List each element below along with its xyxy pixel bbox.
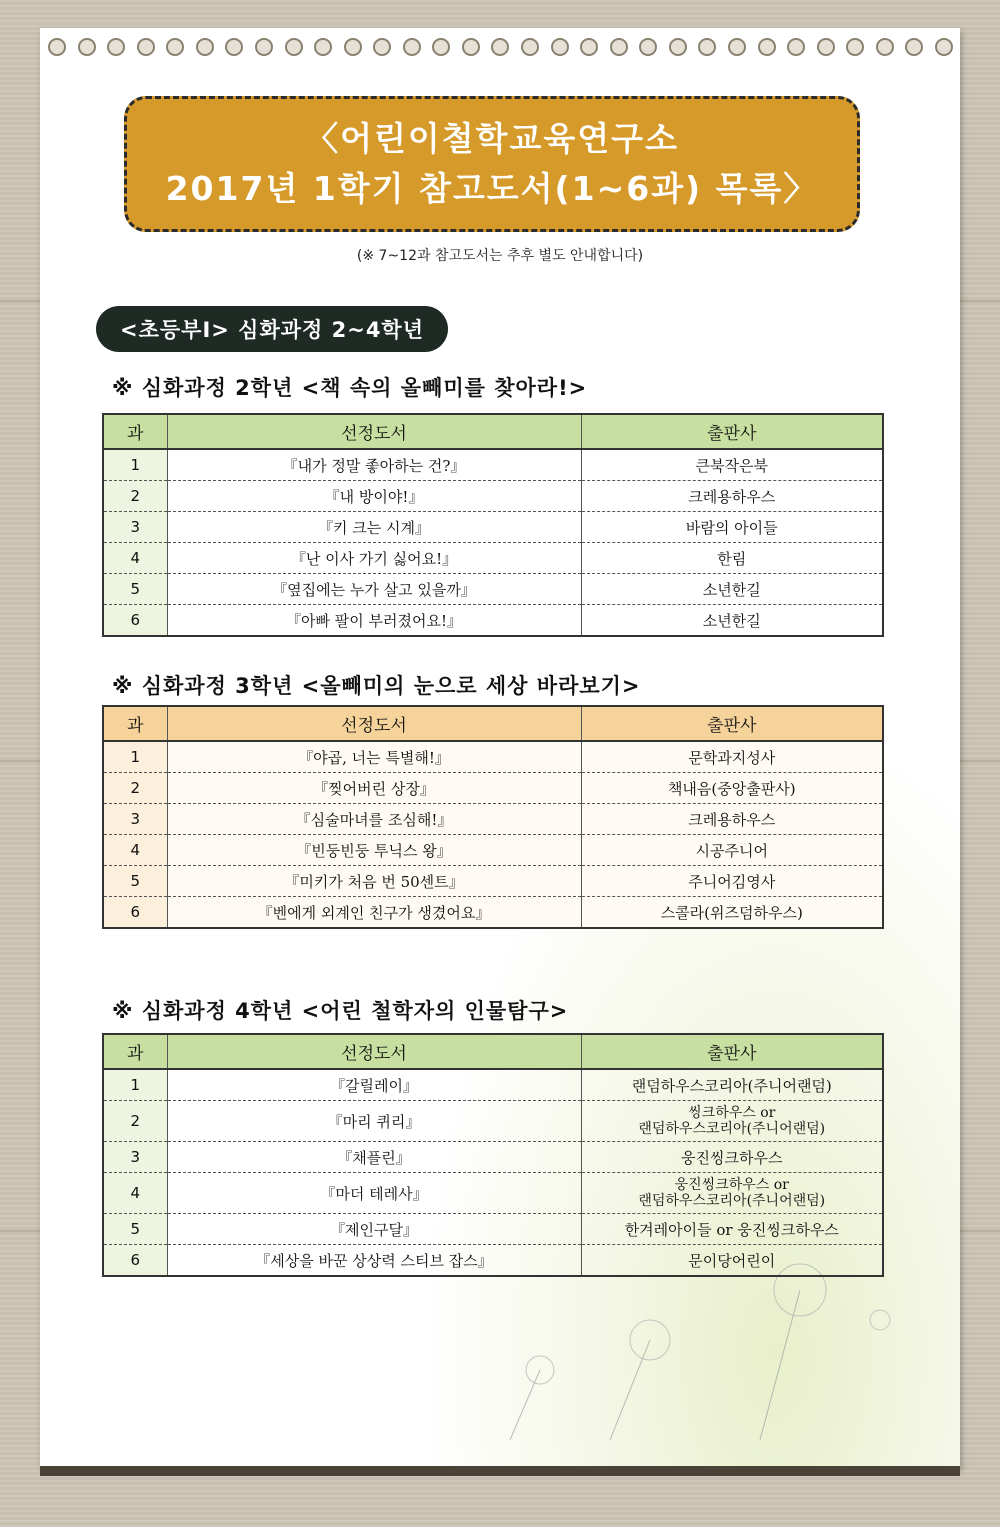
- publisher: 스콜라(위즈덤하우스): [581, 897, 883, 929]
- spiral-hole: [314, 38, 332, 56]
- table-row: [103, 1245, 883, 1277]
- lesson-number: 6: [103, 897, 167, 929]
- publisher-line-1: 웅진씽크하우스 or: [674, 1177, 789, 1193]
- lesson-number: 2: [103, 481, 167, 512]
- title-line-1: 〈어린이철학교육연구소: [305, 119, 679, 158]
- spiral-hole: [905, 38, 923, 56]
- table-row: [103, 481, 883, 512]
- lesson-number: 2: [103, 1101, 167, 1142]
- spiral-hole: [225, 38, 243, 56]
- lesson-number: 4: [103, 543, 167, 574]
- spiral-hole: [551, 38, 569, 56]
- spiral-hole: [491, 38, 509, 56]
- lesson-number: 4: [103, 835, 167, 866]
- publisher: 한림: [581, 543, 883, 574]
- publisher: 큰북작은북: [581, 449, 883, 481]
- book-title: 『마더 테레사』: [167, 1173, 581, 1214]
- spiral-hole: [817, 38, 835, 56]
- spiral-hole: [285, 38, 303, 56]
- grade3-heading: ※ 심화과정 3학년 <올빼미의 눈으로 세상 바라보기>: [112, 674, 641, 698]
- book-title: 『야곱, 너는 특별해!』: [167, 741, 581, 773]
- lesson-number: 5: [103, 1214, 167, 1245]
- publisher: 크레용하우스: [581, 804, 883, 835]
- table-row: [103, 741, 883, 773]
- title-banner: [124, 96, 860, 232]
- spiral-hole: [846, 38, 864, 56]
- spiral-hole: [196, 38, 214, 56]
- publisher: 소년한길: [581, 574, 883, 605]
- grade2-heading: ※ 심화과정 2학년 <책 속의 올빼미를 찾아라!>: [112, 376, 588, 400]
- book-title: 『미키가 처음 번 50센트』: [167, 866, 581, 897]
- book-title: 『제인구달』: [167, 1214, 581, 1245]
- spiral-hole: [935, 38, 953, 56]
- lesson-number: 1: [103, 449, 167, 481]
- publisher: 한겨레아이들 or 웅진씽크하우스: [581, 1214, 883, 1245]
- table-row: [103, 804, 883, 835]
- book-title: 『옆집에는 누가 살고 있을까』: [167, 574, 581, 605]
- book-title: 『갈릴레이』: [167, 1069, 581, 1101]
- dandelion-decoration-icon: [500, 1250, 940, 1450]
- publisher-line-2: 랜덤하우스코리아(주니어랜덤): [638, 1193, 826, 1209]
- spiral-hole: [344, 38, 362, 56]
- spiral-hole: [255, 38, 273, 56]
- spiral-hole: [876, 38, 894, 56]
- publisher: [581, 1101, 883, 1142]
- book-column-header: 선정도서: [167, 1034, 581, 1069]
- table-row: [103, 449, 883, 481]
- table-row: [103, 773, 883, 804]
- table-header-row: [103, 414, 883, 449]
- spiral-hole: [107, 38, 125, 56]
- table-row: [103, 512, 883, 543]
- spiral-hole: [610, 38, 628, 56]
- spiral-hole: [373, 38, 391, 56]
- spiral-hole: [462, 38, 480, 56]
- lesson-column-header: 과: [103, 706, 167, 741]
- notepad-bottom-strip: [40, 1466, 960, 1476]
- spiral-hole: [580, 38, 598, 56]
- grade4-book-table: [102, 1033, 884, 1277]
- book-title: 『벤에게 외계인 친구가 생겼어요』: [167, 897, 581, 929]
- lesson-number: 1: [103, 1069, 167, 1101]
- publisher-column-header: 출판사: [581, 414, 883, 449]
- spiral-hole: [78, 38, 96, 56]
- book-title: 『키 크는 시계』: [167, 512, 581, 543]
- table-row: [103, 1101, 883, 1142]
- publisher: 시공주니어: [581, 835, 883, 866]
- publisher: 주니어김영사: [581, 866, 883, 897]
- lesson-number: 5: [103, 866, 167, 897]
- lesson-column-header: 과: [103, 1034, 167, 1069]
- spiral-hole: [137, 38, 155, 56]
- table-header-row: [103, 706, 883, 741]
- publisher-line-2: 랜덤하우스코리아(주니어랜덤): [638, 1121, 826, 1137]
- lesson-number: 3: [103, 804, 167, 835]
- book-title: 『내가 정말 좋아하는 건?』: [167, 449, 581, 481]
- lesson-number: 6: [103, 1245, 167, 1277]
- notice-text: (※ 7~12과 참고도서는 추후 별도 안내합니다): [356, 248, 644, 264]
- book-column-header: 선정도서: [167, 706, 581, 741]
- grade4-heading: ※ 심화과정 4학년 <어린 철학자의 인물탐구>: [112, 999, 569, 1023]
- book-title: 『세상을 바꾼 상상력 스티브 잡스』: [167, 1245, 581, 1277]
- title-line-2: 2017년 1학기 참고도서(1~6과) 목록〉: [165, 169, 819, 208]
- table-row: [103, 1173, 883, 1214]
- table-row: [103, 1142, 883, 1173]
- spiral-holes: [48, 38, 953, 60]
- publisher: 바람의 아이들: [581, 512, 883, 543]
- table-row: [103, 543, 883, 574]
- book-title: 『채플린』: [167, 1142, 581, 1173]
- publisher: 문학과지성사: [581, 741, 883, 773]
- lesson-number: 6: [103, 605, 167, 637]
- book-title: 『내 방이야!』: [167, 481, 581, 512]
- table-row: [103, 605, 883, 637]
- spiral-hole: [787, 38, 805, 56]
- lesson-number: 5: [103, 574, 167, 605]
- lesson-number: 1: [103, 741, 167, 773]
- table-row: [103, 1069, 883, 1101]
- publisher-line-1: 씽크하우스 or: [688, 1105, 776, 1121]
- book-title: 『난 이사 가기 싫어요!』: [167, 543, 581, 574]
- table-row: [103, 897, 883, 929]
- publisher: 크레용하우스: [581, 481, 883, 512]
- lesson-number: 3: [103, 512, 167, 543]
- grade3-book-table: [102, 705, 884, 929]
- publisher: 랜덤하우스코리아(주니어랜덤): [581, 1069, 883, 1101]
- lesson-number: 2: [103, 773, 167, 804]
- spiral-hole: [48, 38, 66, 56]
- lesson-number: 4: [103, 1173, 167, 1214]
- section-badge: <초등부Ⅰ> 심화과정 2~4학년: [96, 306, 448, 352]
- table-row: [103, 574, 883, 605]
- publisher-column-header: 출판사: [581, 706, 883, 741]
- spiral-hole: [639, 38, 657, 56]
- spiral-hole: [403, 38, 421, 56]
- spiral-hole: [728, 38, 746, 56]
- lesson-column-header: 과: [103, 414, 167, 449]
- spiral-hole: [669, 38, 687, 56]
- publisher-column-header: 출판사: [581, 1034, 883, 1069]
- book-column-header: 선정도서: [167, 414, 581, 449]
- publisher: 소년한길: [702, 611, 761, 630]
- grade2-book-table: [102, 413, 884, 637]
- book-title: 『심술마녀를 조심해!』: [167, 804, 581, 835]
- table-row: [103, 1214, 883, 1245]
- book-title: 『찢어버린 상장』: [167, 773, 581, 804]
- table-header-row: [103, 1034, 883, 1069]
- lesson-number: 3: [103, 1142, 167, 1173]
- spiral-hole: [698, 38, 716, 56]
- publisher: [581, 1173, 883, 1214]
- publisher: 웅진씽크하우스: [581, 1142, 883, 1173]
- spiral-hole: [758, 38, 776, 56]
- publisher: 문이당어린이: [688, 1251, 776, 1270]
- table-row: [103, 835, 883, 866]
- publisher: 책내음(중앙출판사): [581, 773, 883, 804]
- book-title: 『빈둥빈둥 투닉스 왕』: [167, 835, 581, 866]
- spiral-hole: [432, 38, 450, 56]
- table-row: [103, 866, 883, 897]
- spiral-hole: [521, 38, 539, 56]
- book-title: 『마리 퀴리』: [167, 1101, 581, 1142]
- book-title: 『아빠 팔이 부러졌어요!』: [167, 605, 581, 637]
- spiral-hole: [166, 38, 184, 56]
